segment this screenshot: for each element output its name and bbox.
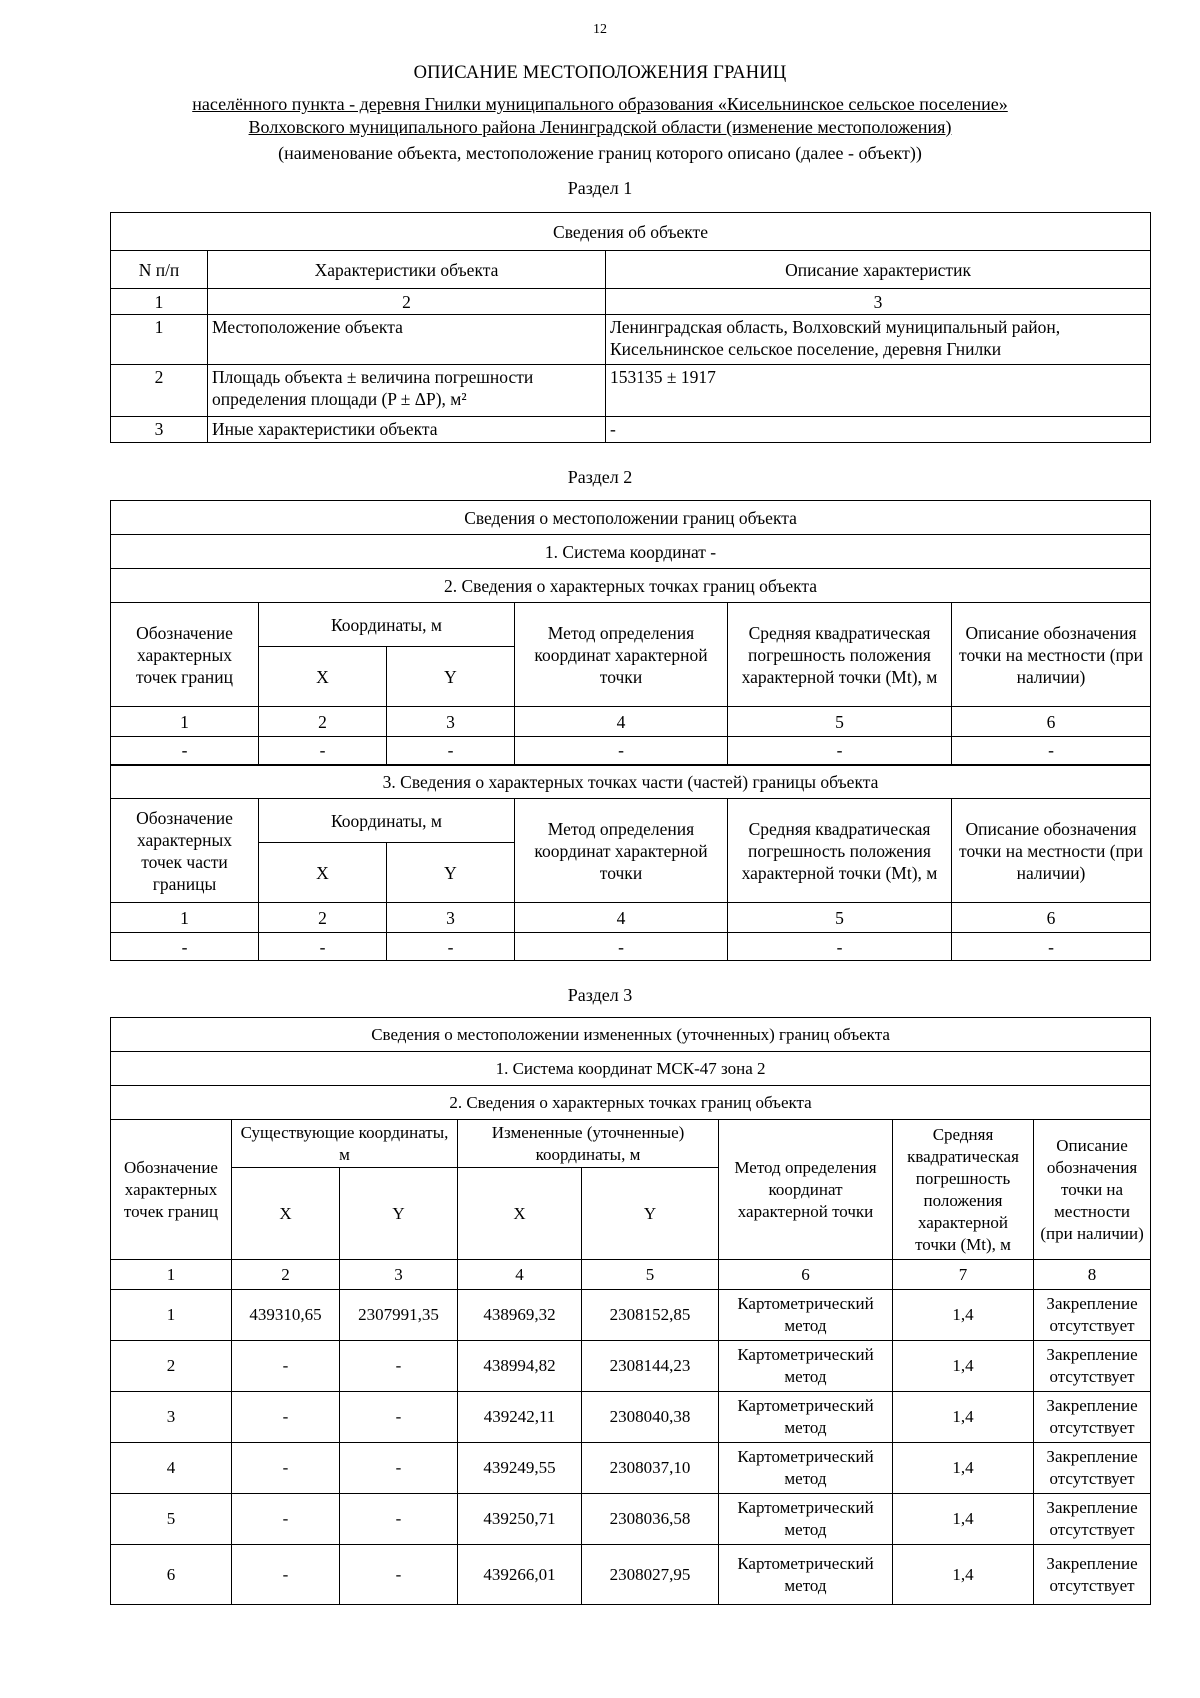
changed-x: 439242,11 <box>458 1392 582 1443</box>
changed-x: 439250,71 <box>458 1494 582 1545</box>
table-row <box>111 737 1151 765</box>
changed-y: 2308152,85 <box>582 1290 719 1341</box>
table-cell: - <box>111 933 259 961</box>
table-row <box>111 417 1151 443</box>
section-2-table-title: Сведения о местоположении границ объекта <box>111 501 1151 535</box>
header-x: X <box>259 843 387 903</box>
table-cell: - <box>387 737 515 765</box>
method-cell: Картометрический метод <box>719 1494 893 1545</box>
error-cell: 1,4 <box>893 1392 1034 1443</box>
error-cell: 1,4 <box>893 1341 1034 1392</box>
method-cell: Картометрический метод <box>719 1392 893 1443</box>
boundary-points-title: 2. Сведения о характерных точках границ объекта <box>111 1086 1151 1120</box>
section-1-label: Раздел 1 <box>567 178 633 198</box>
header-error: Средняя квадратическая погрешность положения характерной точки (Mt), м <box>893 1120 1034 1260</box>
header-x: X <box>458 1168 582 1260</box>
column-number: 1 <box>111 903 259 933</box>
existing-x: - <box>232 1341 340 1392</box>
existing-y: - <box>340 1392 458 1443</box>
coordinate-system: 1. Система координат - <box>111 535 1151 569</box>
point-number: 3 <box>111 1392 232 1443</box>
point-number: 2 <box>111 1341 232 1392</box>
header-designation: Обозначение характерных точек границ <box>111 603 259 707</box>
changed-y: 2308144,23 <box>582 1341 719 1392</box>
header-number: N п/п <box>111 251 208 289</box>
column-number: 8 <box>1034 1260 1151 1290</box>
document-title: ОПИСАНИЕ МЕСТОПОЛОЖЕНИЯ ГРАНИЦ <box>413 63 787 83</box>
header-x: X <box>232 1168 340 1260</box>
table-cell: - <box>728 933 952 961</box>
table-row <box>111 1341 1151 1392</box>
point-number: 4 <box>111 1443 232 1494</box>
object-name-line-2 <box>0 116 1200 138</box>
section-2-table <box>110 500 1151 961</box>
table-row <box>111 1290 1151 1341</box>
header-y: Y <box>387 647 515 707</box>
table-cell: - <box>952 933 1151 961</box>
column-number: 5 <box>728 707 952 737</box>
table-cell: - <box>259 933 387 961</box>
row-number: 1 <box>111 315 208 365</box>
row-number: 2 <box>111 365 208 417</box>
table-row <box>111 933 1151 961</box>
description-cell: Закрепление отсутствует <box>1034 1443 1151 1494</box>
error-cell: 1,4 <box>893 1494 1034 1545</box>
existing-x: - <box>232 1392 340 1443</box>
existing-y: - <box>340 1341 458 1392</box>
header-y: Y <box>340 1168 458 1260</box>
column-number: 5 <box>582 1260 719 1290</box>
method-cell: Картометрический метод <box>719 1545 893 1605</box>
existing-x: - <box>232 1494 340 1545</box>
changed-y: 2308037,10 <box>582 1443 719 1494</box>
characteristic-name: Местоположение объекта <box>208 315 606 365</box>
characteristic-value: - <box>606 417 1151 443</box>
column-number: 3 <box>387 707 515 737</box>
column-number: 2 <box>259 903 387 933</box>
column-number: 3 <box>340 1260 458 1290</box>
table-row <box>111 1545 1151 1605</box>
existing-y: - <box>340 1494 458 1545</box>
table-row <box>111 1392 1151 1443</box>
header-y: Y <box>387 843 515 903</box>
method-cell: Картометрический метод <box>719 1290 893 1341</box>
header-coordinates: Координаты, м <box>259 799 515 843</box>
table-cell: - <box>111 737 259 765</box>
table-cell: - <box>515 737 728 765</box>
changed-y: 2308036,58 <box>582 1494 719 1545</box>
table-row <box>111 365 1151 417</box>
description-cell: Закрепление отсутствует <box>1034 1341 1151 1392</box>
header-characteristic: Характеристики объекта <box>208 251 606 289</box>
section-1-table <box>110 212 1151 443</box>
header-x: X <box>259 647 387 707</box>
table-row <box>111 315 1151 365</box>
header-description: Описание характеристик <box>606 251 1151 289</box>
coordinate-system: 1. Система координат МСК-47 зона 2 <box>111 1052 1151 1086</box>
column-number: 1 <box>111 1260 232 1290</box>
changed-x: 439266,01 <box>458 1545 582 1605</box>
column-number: 4 <box>515 707 728 737</box>
column-number: 2 <box>232 1260 340 1290</box>
page-number: 12 <box>593 22 607 37</box>
existing-y: 2307991,35 <box>340 1290 458 1341</box>
header-existing-coordinates: Существующие координаты, м <box>232 1120 458 1168</box>
existing-y: - <box>340 1443 458 1494</box>
section-3-table <box>110 1017 1151 1605</box>
existing-y: - <box>340 1545 458 1605</box>
method-cell: Картометрический метод <box>719 1443 893 1494</box>
characteristic-value: 153135 ± 1917 <box>606 365 1151 417</box>
table-cell: - <box>259 737 387 765</box>
changed-x: 439249,55 <box>458 1443 582 1494</box>
boundary-part-points-title: 3. Сведения о характерных точках части (частей) границы объекта <box>111 765 1151 799</box>
header-coordinates: Координаты, м <box>259 603 515 647</box>
table-cell: - <box>952 737 1151 765</box>
header-changed-coordinates: Измененные (уточненные) координаты, м <box>458 1120 719 1168</box>
column-number: 1 <box>111 289 208 315</box>
characteristic-name: Площадь объекта ± величина погрешности определения площади (P ± ΔP), м² <box>208 365 606 417</box>
column-number: 3 <box>606 289 1151 315</box>
description-cell: Закрепление отсутствует <box>1034 1392 1151 1443</box>
header-y: Y <box>582 1168 719 1260</box>
header-method: Метод определения координат характерной точки <box>515 799 728 903</box>
column-number: 5 <box>728 903 952 933</box>
column-number: 6 <box>719 1260 893 1290</box>
header-method: Метод определения координат характерной точки <box>515 603 728 707</box>
error-cell: 1,4 <box>893 1443 1034 1494</box>
object-caption: (наименование объекта, местоположение границ которого описано (далее - объект)) <box>278 143 922 163</box>
header-error: Средняя квадратическая погрешность положения характерной точки (Mt), м <box>728 799 952 903</box>
changed-x: 438969,32 <box>458 1290 582 1341</box>
existing-x: - <box>232 1545 340 1605</box>
table-row <box>111 1494 1151 1545</box>
point-number: 1 <box>111 1290 232 1341</box>
section-2-label: Раздел 2 <box>567 467 633 487</box>
section-3-label: Раздел 3 <box>567 985 633 1005</box>
table-row <box>111 1443 1151 1494</box>
object-name-line-1-text: населённого пункта - деревня Гнилки муниципального образования «Кисельнинское сельское поселение» <box>192 94 1008 114</box>
description-cell: Закрепление отсутствует <box>1034 1494 1151 1545</box>
object-name-line-1 <box>0 93 1200 115</box>
object-name-line-2-text: Волховского муниципального района Ленинградской области (изменение местоположения) <box>248 117 952 137</box>
section-1-table-title: Сведения об объекте <box>111 213 1151 251</box>
row-number: 3 <box>111 417 208 443</box>
error-cell: 1,4 <box>893 1545 1034 1605</box>
column-number: 4 <box>458 1260 582 1290</box>
section-3-table-title: Сведения о местоположении измененных (уточненных) границ объекта <box>111 1018 1151 1052</box>
description-cell: Закрепление отсутствует <box>1034 1290 1151 1341</box>
column-number: 6 <box>952 903 1151 933</box>
point-number: 6 <box>111 1545 232 1605</box>
column-number: 4 <box>515 903 728 933</box>
table-cell: - <box>728 737 952 765</box>
column-number: 1 <box>111 707 259 737</box>
column-number: 2 <box>259 707 387 737</box>
table-cell: - <box>387 933 515 961</box>
header-designation: Обозначение характерных точек границ <box>111 1120 232 1260</box>
changed-y: 2308027,95 <box>582 1545 719 1605</box>
column-number: 3 <box>387 903 515 933</box>
description-cell: Закрепление отсутствует <box>1034 1545 1151 1605</box>
existing-x: 439310,65 <box>232 1290 340 1341</box>
point-number: 5 <box>111 1494 232 1545</box>
header-point-description: Описание обозначения точки на местности (при наличии) <box>1034 1120 1151 1260</box>
existing-x: - <box>232 1443 340 1494</box>
characteristic-name: Иные характеристики объекта <box>208 417 606 443</box>
changed-y: 2308040,38 <box>582 1392 719 1443</box>
header-point-description: Описание обозначения точки на местности (при наличии) <box>952 603 1151 707</box>
table-cell: - <box>515 933 728 961</box>
column-number: 2 <box>208 289 606 315</box>
changed-x: 438994,82 <box>458 1341 582 1392</box>
header-designation: Обозначение характерных точек части границы <box>111 799 259 903</box>
header-point-description: Описание обозначения точки на местности (при наличии) <box>952 799 1151 903</box>
header-error: Средняя квадратическая погрешность положения характерной точки (Mt), м <box>728 603 952 707</box>
error-cell: 1,4 <box>893 1290 1034 1341</box>
boundary-points-title: 2. Сведения о характерных точках границ объекта <box>111 569 1151 603</box>
column-number: 7 <box>893 1260 1034 1290</box>
column-number: 6 <box>952 707 1151 737</box>
method-cell: Картометрический метод <box>719 1341 893 1392</box>
header-method: Метод определения координат характерной точки <box>719 1120 893 1260</box>
characteristic-value: Ленинградская область, Волховский муниципальный район, Кисельнинское сельское поселение, деревня Гнилки <box>606 315 1151 365</box>
